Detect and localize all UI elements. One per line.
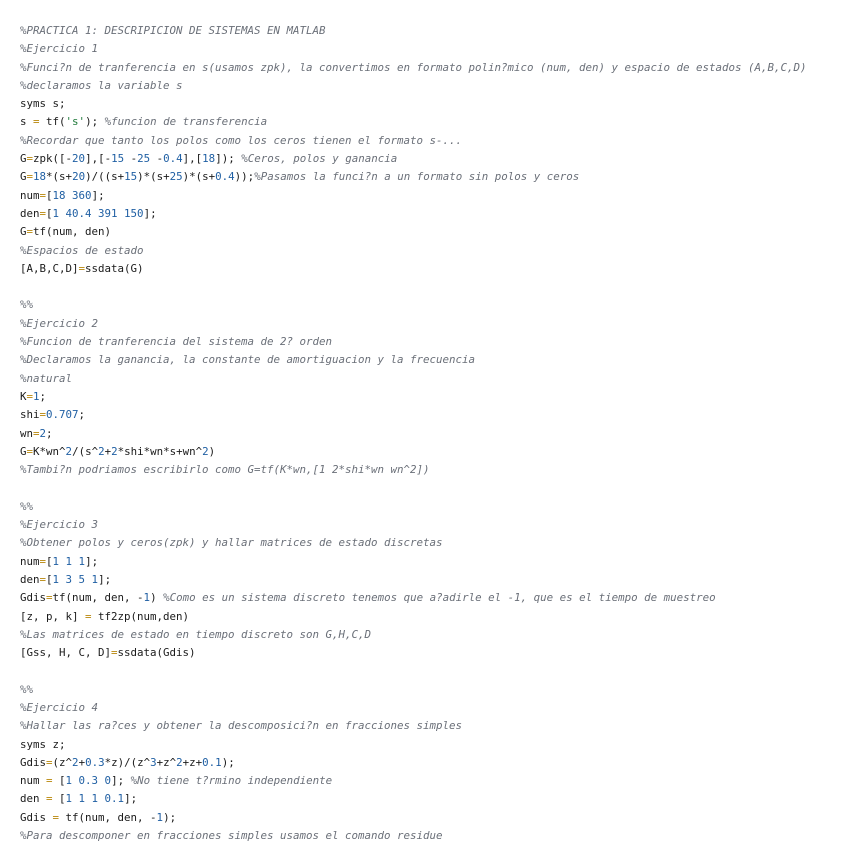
code-token: ],[: [182, 152, 203, 166]
comment-token: %Pasamos la funci?n a un formato sin polos y ceros: [254, 170, 580, 184]
comment-token: %Ejercicio 1: [20, 42, 99, 56]
code-token: tf(num, den): [33, 225, 112, 239]
code-line: [20, 351, 848, 369]
code-token: G: [20, 152, 27, 166]
operator-token: =: [26, 225, 34, 239]
code-token: tf2zp(num,den): [91, 609, 190, 623]
number-token: 1 1 1 0.1: [65, 792, 125, 806]
code-token: G: [20, 170, 27, 184]
code-token: +: [104, 444, 112, 458]
code-token: [z, p, k]: [20, 609, 86, 623]
comment-token: %PRACTICA 1: DESCRIPICION DE SISTEMAS EN MATLAB: [20, 24, 326, 37]
comment-token: %Funcion de tranferencia del sistema de 2? orden: [20, 335, 333, 349]
number-token: 2: [39, 426, 47, 440]
comment-token: %Recordar que tanto los polos como los ceros tienen el formato s-...: [20, 133, 463, 147]
code-token: [Gss, H, C, D]: [20, 646, 112, 660]
code-token: );: [163, 810, 177, 824]
comment-token: %%: [20, 298, 34, 312]
code-token: tf(num, den, -: [59, 810, 157, 824]
number-token: 18 360: [52, 188, 92, 202]
code-token: ;: [78, 408, 86, 422]
number-token: 1 40.4 391 150: [52, 206, 144, 220]
number-token: 2: [65, 444, 73, 458]
code-line: [20, 113, 848, 131]
operator-token: =: [46, 792, 53, 806]
code-token: num: [20, 188, 40, 202]
number-token: 0.1: [202, 755, 222, 769]
operator-token: =: [78, 261, 86, 275]
code-line: [20, 571, 848, 589]
code-line: [20, 22, 848, 40]
code-token: [: [46, 188, 53, 202]
number-token: 0.4: [163, 152, 183, 166]
number-token: 18: [202, 152, 216, 166]
string-token: 's': [65, 115, 86, 129]
code-line: [20, 699, 848, 717]
comment-token: %Ejercicio 3: [20, 518, 99, 532]
comment-token: %Funci?n de tranferencia en s(usamos zpk), la convertimos en formato polin?mico (num, den) y espacio de estados (A,B,C,D): [20, 60, 807, 74]
code-token: tf(: [39, 115, 66, 129]
code-token: );: [221, 755, 235, 769]
code-line: [20, 626, 848, 644]
code-line: [20, 479, 848, 497]
code-line: [20, 553, 848, 571]
code-token: [A,B,C,D]: [20, 261, 79, 275]
number-token: 1: [156, 810, 164, 824]
comment-token: %declaramos la variable s: [20, 78, 183, 92]
code-token: syms s;: [20, 97, 66, 111]
code-token: +z+: [182, 755, 203, 769]
number-token: 20: [72, 170, 86, 184]
code-line: [20, 333, 848, 351]
number-token: 2: [111, 444, 118, 458]
code-editor[interactable]: [20, 22, 848, 845]
code-token: wn: [20, 426, 34, 440]
code-line: [20, 406, 848, 424]
code-token: Gdis: [20, 755, 47, 769]
code-token: s: [20, 115, 34, 129]
number-token: 1: [33, 389, 40, 403]
code-token: syms z;: [20, 737, 66, 751]
code-token: tf(num, den, -: [52, 591, 144, 605]
operator-token: =: [46, 755, 53, 769]
operator-token: =: [33, 115, 40, 129]
code-token: Gdis: [20, 591, 47, 605]
code-token: den: [20, 206, 40, 220]
comment-token: %Tambi?n podriamos escribirlo como G=tf(K*wn,[1 2*shi*wn wn^2]): [20, 463, 430, 477]
code-line: [20, 168, 848, 186]
number-token: 18: [33, 170, 47, 184]
code-token: zpk([-: [33, 152, 73, 166]
code-line: [20, 717, 848, 735]
code-token: num: [20, 554, 40, 568]
code-line: [20, 461, 848, 479]
code-token: +z^: [156, 755, 177, 769]
code-token: ];: [85, 554, 99, 568]
comment-token: %natural: [20, 371, 73, 385]
operator-token: =: [33, 426, 40, 440]
operator-token: =: [39, 572, 47, 586]
code-line: [20, 425, 848, 443]
code-line: [20, 644, 848, 662]
code-line: [20, 809, 848, 827]
code-token: );: [85, 115, 105, 129]
code-line: [20, 150, 848, 168]
number-token: 1 1 1: [52, 554, 86, 568]
code-line: [20, 260, 848, 278]
number-token: 25: [169, 170, 183, 184]
code-token: [: [46, 554, 53, 568]
operator-token: =: [26, 444, 34, 458]
code-token: ];: [143, 206, 157, 220]
code-token: Gdis: [20, 810, 53, 824]
code-line: [20, 790, 848, 808]
operator-token: =: [85, 609, 92, 623]
code-line: [20, 242, 848, 260]
number-token: 1 0.3 0: [65, 774, 112, 788]
code-line: [20, 534, 848, 552]
code-line: [20, 370, 848, 388]
code-line: [20, 608, 848, 626]
number-token: 20: [72, 152, 86, 166]
operator-token: =: [46, 774, 53, 788]
comment-token: %Hallar las ra?ces y obtener la descomposici?n en fracciones simples: [20, 719, 463, 733]
code-token: K*wn^: [33, 444, 66, 458]
code-token: den: [20, 572, 40, 586]
number-token: 0.707: [46, 408, 79, 422]
code-token: ]);: [215, 152, 242, 166]
comment-token: %Como es un sistema discreto tenemos que a?adirle el -1, que es el tiempo de muestreo: [163, 591, 716, 605]
code-line: [20, 187, 848, 205]
code-token: ): [208, 444, 216, 458]
code-line: [20, 40, 848, 58]
number-token: 2: [98, 444, 105, 458]
code-line: [20, 59, 848, 77]
number-token: 15: [124, 170, 138, 184]
code-token: )*(s+: [182, 170, 216, 184]
comment-token: %Declaramos la ganancia, la constante de amortiguacion y la frecuencia: [20, 353, 476, 367]
code-line: [20, 315, 848, 333]
code-token: ];: [111, 774, 131, 788]
operator-token: =: [111, 646, 118, 660]
code-token: ];: [124, 792, 138, 806]
operator-token: =: [26, 152, 34, 166]
number-token: 15: [111, 152, 125, 166]
code-token: [: [46, 572, 53, 586]
comment-token: %Ejercicio 4: [20, 700, 99, 714]
code-token: ssdata(Gdis): [117, 646, 196, 660]
code-token: [: [52, 792, 66, 806]
comment-token: %Las matrices de estado en tiempo discreto son G,H,C,D: [20, 627, 372, 641]
code-line: [20, 388, 848, 406]
code-line: [20, 278, 848, 296]
code-token: ];: [98, 572, 112, 586]
code-token: ;: [39, 389, 47, 403]
code-line: [20, 681, 848, 699]
comment-token: %%: [20, 682, 34, 696]
comment-token: %Obtener polos y ceros(zpk) y hallar matrices de estado discretas: [20, 536, 443, 550]
code-line: [20, 498, 848, 516]
comment-token: %Espacios de estado: [20, 243, 144, 257]
code-line: [20, 443, 848, 461]
code-line: [20, 736, 848, 754]
code-line: [20, 754, 848, 772]
operator-token: =: [39, 408, 47, 422]
code-token: *z)/(z^: [104, 755, 151, 769]
code-token: ];: [91, 188, 105, 202]
code-token: *(s+: [46, 170, 73, 184]
code-token: )*(s+: [137, 170, 170, 184]
number-token: 3: [150, 755, 157, 769]
operator-token: =: [46, 591, 53, 605]
number-token: 25: [137, 152, 151, 166]
code-token: /(s^: [72, 444, 99, 458]
code-line: [20, 132, 848, 150]
code-token: ): [150, 591, 164, 605]
operator-token: =: [26, 170, 34, 184]
code-token: K: [20, 389, 27, 403]
code-token: ;: [46, 426, 53, 440]
code-token: [: [52, 774, 66, 788]
code-line: [20, 205, 848, 223]
operator-token: =: [39, 206, 47, 220]
comment-token: %Ceros, polos y ganancia: [241, 152, 398, 166]
comment-token: %Ejercicio 2: [20, 316, 99, 330]
comment-token: %funcion de transferencia: [104, 115, 268, 129]
number-token: 0.3: [85, 755, 105, 769]
code-token: G: [20, 225, 27, 239]
number-token: 2: [72, 755, 79, 769]
code-token: G: [20, 444, 27, 458]
operator-token: =: [39, 554, 47, 568]
code-line: [20, 589, 848, 607]
operator-token: =: [26, 389, 34, 403]
code-token: shi: [20, 408, 40, 422]
code-line: [20, 296, 848, 314]
code-token: ));: [234, 170, 255, 184]
code-token: *shi*wn*s+wn^: [117, 444, 203, 458]
code-token: den: [20, 792, 47, 806]
comment-token: %Para descomponer en fracciones simples usamos el comando residue: [20, 829, 443, 843]
code-line: [20, 95, 848, 113]
operator-token: =: [52, 810, 60, 824]
code-token: )/((s+: [85, 170, 125, 184]
number-token: 2: [202, 444, 209, 458]
code-token: +: [78, 755, 86, 769]
code-token: [: [46, 206, 53, 220]
number-token: 1 3 5 1: [52, 572, 99, 586]
number-token: 1: [143, 591, 151, 605]
code-token: -: [124, 152, 138, 166]
code-line: [20, 662, 848, 680]
code-token: ssdata(G): [85, 261, 144, 275]
comment-token: %%: [20, 499, 34, 513]
code-line: [20, 827, 848, 845]
code-line: [20, 77, 848, 95]
code-line: [20, 223, 848, 241]
code-line: [20, 516, 848, 534]
code-token: ],[-: [85, 152, 112, 166]
number-token: 2: [176, 755, 183, 769]
operator-token: =: [39, 188, 47, 202]
code-token: -: [150, 152, 164, 166]
number-token: 0.4: [215, 170, 235, 184]
comment-token: %No tiene t?rmino independiente: [130, 774, 333, 788]
code-token: num: [20, 774, 47, 788]
code-line: [20, 772, 848, 790]
code-token: (z^: [52, 755, 73, 769]
